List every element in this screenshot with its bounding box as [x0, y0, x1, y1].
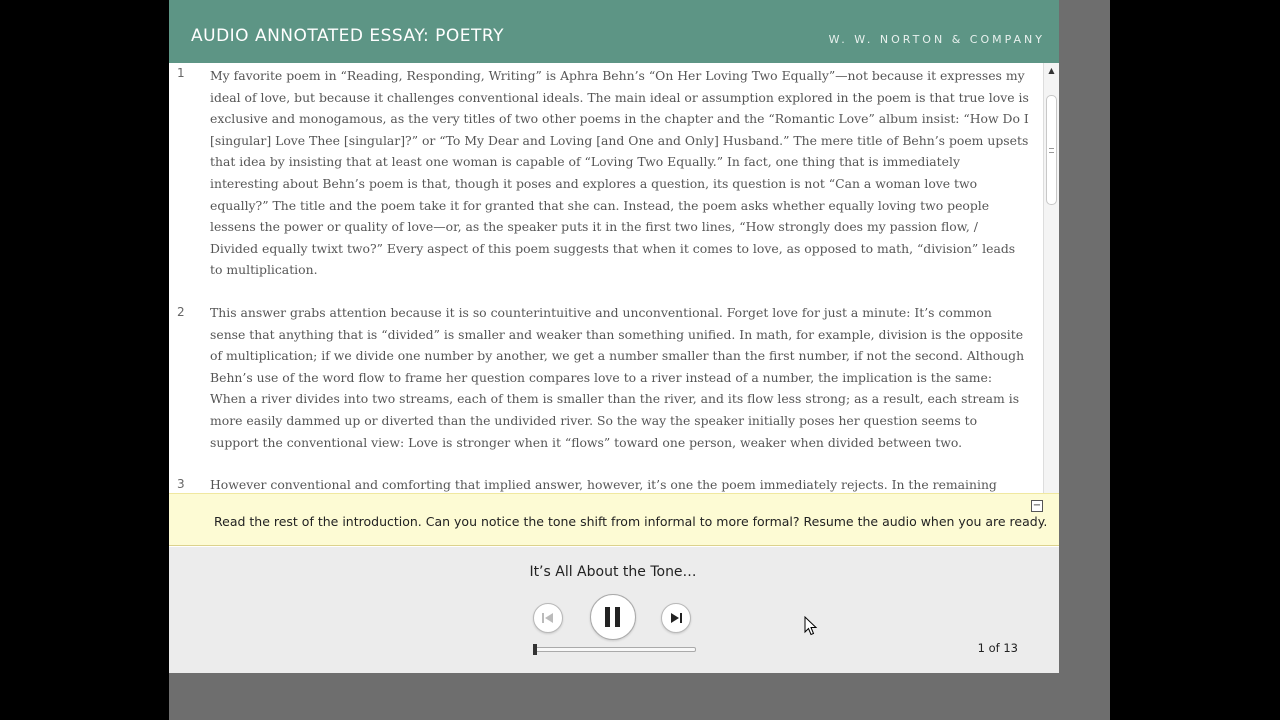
grip-icon [1049, 148, 1054, 153]
pause-icon [603, 606, 623, 628]
previous-track-button[interactable] [533, 603, 563, 633]
paragraph-number: 1 [177, 66, 185, 80]
publisher-name: W. W. NORTON & COMPANY [828, 33, 1045, 46]
paragraph-text: My favorite poem in “Reading, Responding, Writing” is Aphra Behn’s “On Her Loving Two Equally”—not because it expresses my ideal of love, but because it challenges conventional ideals. The main ideal or assumption explored in the poem is that true love is exclusive and monogamous, as the very titles of two other poems in the chapter and the “Romantic Love” album insist: “How Do I [singular] Love Thee [singular]?” or “To My Dear and Loving [and One and Only] Husband.” The mere title of Behn’s poem upsets that idea by insisting that at least one woman is capable of “Loving Two Equally.” In fact, one thing that is immediately interesting about Behn’s poem is that, though it poses and explores a question, its question is not “Can a woman love two equally?” The title and the poem take it for granted that she can. Instead, the poem asks whether equally loving two people lessens the power or quality of love—or, as the speaker puts it in the first two lines, “How strongly does my passion flow, / Divided equally twixt two?” Every aspect of this poem suggests that when it comes to love, as opposed to math, “division” leads to multiplication. [210, 68, 1029, 278]
audio-progress-slider[interactable] [535, 647, 696, 652]
paragraph [169, 474, 1043, 493]
audio-essay-app [169, 0, 1059, 673]
essay-scrollbar[interactable] [1043, 63, 1059, 493]
paragraph-text-start: However conventional and comforting that implied answer, however, it’s one the poem immediately rejects. In the remaining [210, 477, 997, 493]
annotation-text: Read the rest of the introduction. Can you notice the tone shift from informal to more formal? Resume the audio when you are ready. [214, 514, 1048, 529]
collapse-button[interactable]: − [1032, 500, 1042, 511]
next-track-button[interactable] [661, 603, 691, 633]
play-pause-button[interactable] [590, 594, 636, 640]
progress-handle[interactable] [533, 644, 537, 655]
header-bar [169, 0, 1059, 63]
audio-player [169, 547, 1059, 673]
page-counter: 1 of 13 [977, 641, 1018, 655]
paragraph-text: This answer grabs attention because it is so counterintuitive and unconventional. Forget love for just a minute: It’s common sense that anything that is “divided” is smaller and weaker than something unified. In math, for example, division is the opposite of multiplication; if we divide one number by another, we get a number smaller than the first number, if not the second. Although Behn’s use of the word flow to frame her question compares love to a river instead of a number, the implication is the same: When a river divides into two streams, each of them is smaller than the river, and its flow less strong; as a result, each stream is more easily dammed up or diverted than the undivided river. So the way the speaker initially poses her question seems to support the conventional view: Love is stronger when it “flows” toward one person, weaker when divided between two. [210, 304, 1025, 450]
mouse-cursor-icon [804, 616, 818, 636]
annotation-note [169, 493, 1059, 546]
paragraph [169, 302, 1043, 453]
page-title: AUDIO ANNOTATED ESSAY: POETRY [191, 26, 504, 46]
paragraph-number: 2 [177, 304, 185, 319]
scrollbar-thumb[interactable] [1046, 95, 1057, 205]
skip-previous-icon [541, 612, 555, 624]
essay-text-panel[interactable] [169, 63, 1043, 493]
paragraph-number: 3 [177, 477, 185, 492]
scroll-up-arrow-icon[interactable]: ▲ [1048, 65, 1055, 75]
skip-next-icon [669, 612, 683, 624]
paragraph [169, 63, 1043, 281]
track-title: It’s All About the Tone… [529, 564, 697, 580]
